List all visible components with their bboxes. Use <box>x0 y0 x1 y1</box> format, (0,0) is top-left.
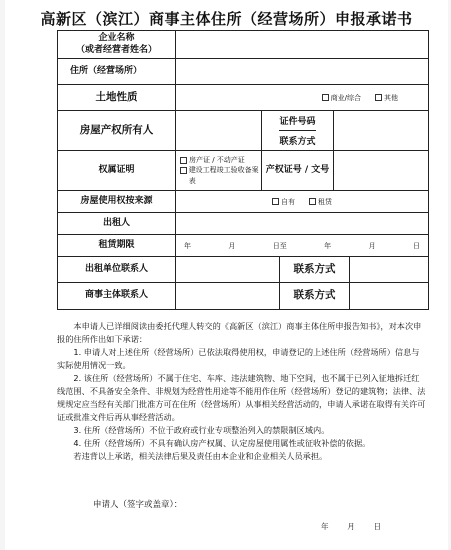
usage-source-label: 房屋使用权按来源 <box>58 191 176 212</box>
page-title: 高新区（滨江）商事主体住所（经营场所）申报承诺书 <box>40 10 413 28</box>
lease-period-label: 租赁期限 <box>58 235 176 256</box>
commitment-item: 1. 申请人对上述住所（经营场所）已依法取得使用权，申请登记的上述住所（经营场所）信息与实际使用情况一致。 <box>57 346 420 370</box>
closing-paragraph: 若违背以上承诺，相关法律后果及责任由本企业和企业相关人员承担。 <box>73 450 328 461</box>
entity-contact-label: 商事主体联系人 <box>58 283 176 309</box>
commitment-item: 4. 住所（经营场所）不具有确认房产权属、认定房屋使用属性或征收补偿的依据。 <box>73 437 371 448</box>
contact-label: 联系方式 <box>279 137 316 147</box>
property-cert-no-field[interactable] <box>334 151 428 190</box>
land-options <box>176 85 428 110</box>
lessor-contact-field[interactable] <box>176 257 280 282</box>
land-nature-label: 土地性质 <box>58 85 176 110</box>
form-sheet <box>5 0 448 550</box>
cert-options <box>176 151 262 190</box>
lessor-contact-label: 出租单位联系人 <box>58 257 176 282</box>
property-cert-no-label: 产权证号 / 文号 <box>262 151 334 190</box>
entity-contact-field[interactable] <box>176 283 280 309</box>
usage-option-lease[interactable]: 租赁 <box>309 197 332 207</box>
land-option-other[interactable]: 其他 <box>375 93 398 103</box>
checkbox-icon[interactable] <box>309 198 316 205</box>
checkbox-icon[interactable] <box>322 94 329 101</box>
entity-contact-phone-field[interactable] <box>350 283 428 309</box>
owner-field[interactable] <box>176 111 262 150</box>
company-name-label: 企业名称 （或者经营者姓名） <box>58 31 176 58</box>
checkbox-icon[interactable] <box>180 167 187 174</box>
owner-sub-fields <box>334 111 428 150</box>
address-row <box>58 59 428 85</box>
declaration-form <box>57 30 429 310</box>
usage-option-own[interactable]: 自有 <box>272 197 295 207</box>
entity-contact-row <box>58 283 428 309</box>
checkbox-icon[interactable] <box>375 94 382 101</box>
ownership-cert-label: 权属证明 <box>58 151 176 190</box>
signature-label: 申请人（签字或盖章）： <box>93 500 183 510</box>
land-nature-row <box>58 85 428 111</box>
lessor-contact-row <box>58 257 428 283</box>
land-option-commercial[interactable]: 商业/综合 <box>322 93 361 103</box>
intro-paragraph: 本申请人已详细阅读由委托代理人转交的《高新区（滨江）商事主体住所申报告知书》，对本次申报的住所作出如下承诺： <box>57 321 422 344</box>
entity-contact-phone-label: 联系方式 <box>280 283 350 309</box>
owner-row <box>58 111 428 151</box>
lessor-row <box>58 213 428 235</box>
checkbox-icon[interactable] <box>272 198 279 205</box>
company-name-row <box>58 31 428 59</box>
lease-period-field[interactable] <box>176 235 428 256</box>
ownership-row <box>58 151 428 191</box>
commitment-item: 3. 住所（经营场所）不位于政府或行业专项整治列入的禁限制区域内。 <box>73 424 330 435</box>
usage-row <box>58 191 428 213</box>
lease-period-row <box>58 235 428 257</box>
commitment-item: 2. 该住所（经营场所）不属于住宅、车库、违法建筑物、地下空间，也不属于已列入征地拆迁红线范围、不具备安全条件、非规划为经营性用途等不能用作住所（经营场所）登记的建筑物；法律、法规规定应当经有关部门批准方可在住所（经营场所）从事相关经营活动的，申请人承诺在取得有关许可证或批准文件后再从事经营活动。 <box>57 372 426 422</box>
owner-sub-labels <box>262 111 334 150</box>
checkbox-icon[interactable] <box>180 157 187 164</box>
lessor-field[interactable] <box>176 213 428 234</box>
lessor-contact-phone-field[interactable] <box>350 257 428 282</box>
cert-option-property[interactable]: 房产证 / 不动产证 <box>180 155 245 166</box>
owner-label: 房屋产权所有人 <box>58 111 176 150</box>
commitment-text <box>57 320 427 462</box>
company-name-field[interactable] <box>176 31 428 58</box>
lessor-label: 出租人 <box>58 213 176 234</box>
address-field[interactable] <box>176 59 428 84</box>
cert-option-completion[interactable]: 建设工程竣工验收备案表 <box>180 165 261 186</box>
cert-no-label: 证件号码 <box>279 111 315 131</box>
address-label: 住所（经营场所） <box>58 59 176 84</box>
lease-period-text: 年 月 日至 年 月 日 <box>184 241 420 250</box>
usage-options <box>176 191 428 212</box>
lessor-contact-phone-label: 联系方式 <box>280 257 350 282</box>
signature-date: 年 月 日 <box>321 522 381 531</box>
